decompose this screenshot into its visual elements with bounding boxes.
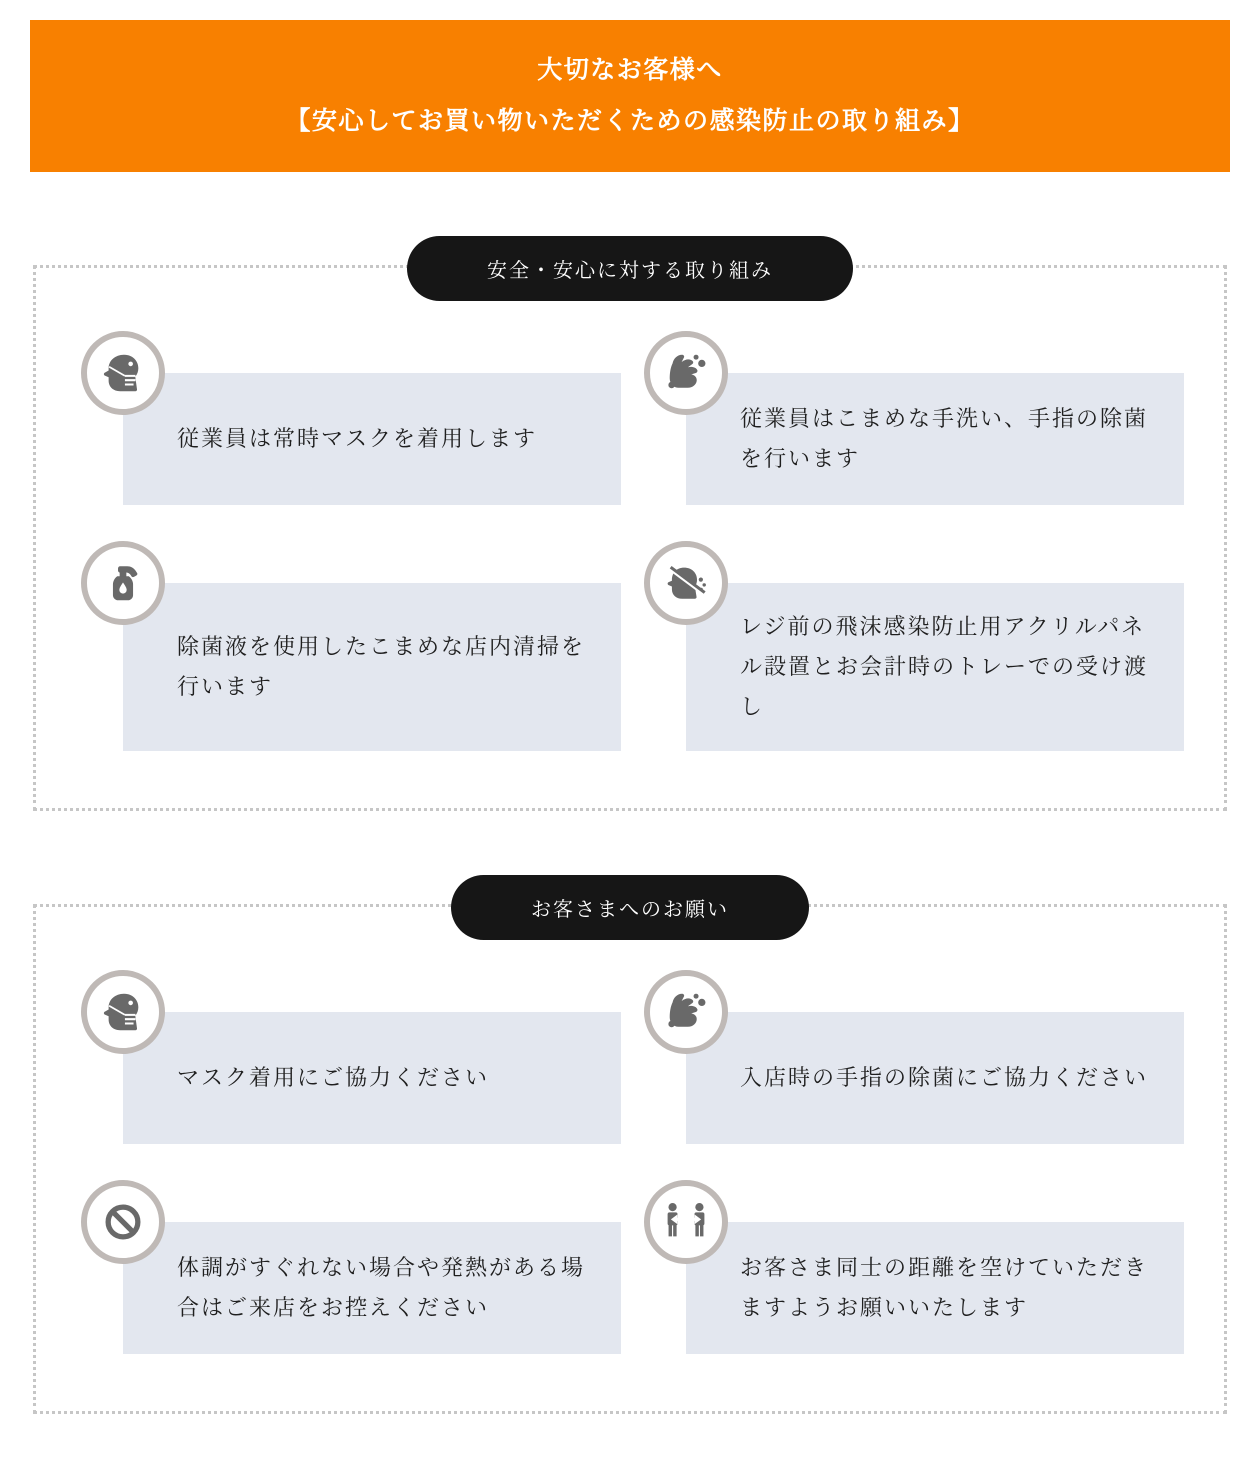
section-requests-label: お客さまへのお願い <box>451 875 809 940</box>
item-card-store-cleaning <box>123 583 621 751</box>
icon-badge <box>81 331 165 415</box>
banner-title: 大切なお客様へ <box>537 56 723 84</box>
icon-badge <box>644 541 728 625</box>
icon-badge <box>81 541 165 625</box>
section-safety-measures <box>33 260 1227 811</box>
item-card-staff-mask <box>123 373 621 505</box>
icon-badge <box>644 331 728 415</box>
icon-badge <box>644 970 728 1054</box>
item-card-entry-sanitize <box>686 1012 1184 1144</box>
item-card-social-distance <box>686 1222 1184 1354</box>
hand-wash-icon <box>663 350 709 396</box>
icon-badge <box>81 970 165 1054</box>
section-safety-label: 安全・安心に対する取り組み <box>407 236 853 301</box>
item-card-acrylic-panel <box>686 583 1184 751</box>
item-text: 従業員はこまめな手洗い、手指の除菌を行います <box>740 406 1149 471</box>
item-card-stay-home <box>123 1222 621 1354</box>
banner-subtitle: 【安心してお買い物いただくための感染防止の取り組み】 <box>285 106 975 135</box>
item-text: レジ前の飛沫感染防止用アクリルパネル設置とお会計時のトレーでの受け渡し <box>740 614 1149 719</box>
item-text: お客さま同士の距離を空けていただきますようお願いいたします <box>740 1255 1149 1320</box>
safety-items-grid <box>123 373 1184 751</box>
item-text: 除菌液を使用したこまめな店内清掃を行います <box>177 634 586 699</box>
sanitizer-bottle-icon <box>100 560 146 606</box>
social-distance-icon <box>663 1199 709 1245</box>
mask-face-icon <box>100 989 146 1035</box>
droplet-block-icon <box>663 560 709 606</box>
no-entry-icon <box>100 1199 146 1245</box>
icon-badge <box>81 1180 165 1264</box>
item-card-staff-handwash <box>686 373 1184 505</box>
hand-wash-icon <box>663 989 709 1035</box>
request-items-grid <box>123 1012 1184 1354</box>
mask-face-icon <box>100 350 146 396</box>
item-text: 体調がすぐれない場合や発熱がある場合はご来店をお控えください <box>177 1255 586 1320</box>
item-text: マスク着用にご協力ください <box>177 1065 490 1090</box>
notice-banner <box>30 20 1230 172</box>
item-text: 従業員は常時マスクを着用します <box>177 426 538 451</box>
icon-badge <box>644 1180 728 1264</box>
section-customer-requests <box>33 899 1227 1414</box>
item-text: 入店時の手指の除菌にご協力ください <box>740 1065 1149 1090</box>
item-card-customer-mask <box>123 1012 621 1144</box>
